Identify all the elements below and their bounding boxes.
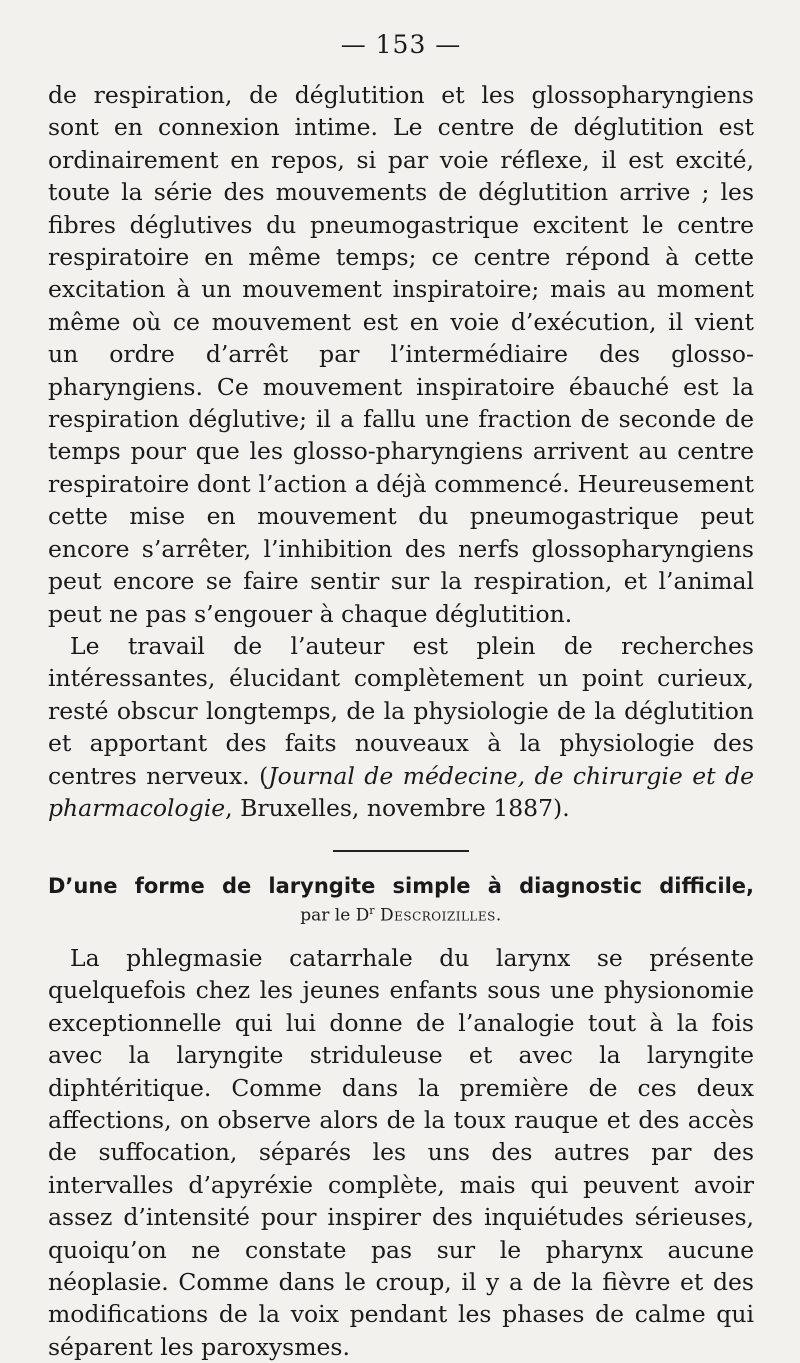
paragraph-laryngite: La phlegmasie catarrhale du larynx se présente quelquefois chez les jeunes enfants sous une physionomie exceptionnelle qui lui donne de l’analogie tout à la fois avec la laryngite striduleuse et avec la laryngite diphtéritique. Comme dans la première de ces deux affections, on observe alors de la toux rauque et des accès de suffocation, séparés les uns des autres par des intervalles d’apyréxie complète, mais qui peuvent avoir assez d’intensité pour inspirer des inquiétudes sérieuses, quoiqu’on ne constate pas sur le pharynx aucune néoplasie. Comme dans le croup, il y a de la fièvre et des modifications de la voix pendant les phases de calme qui séparent les paroxysmes. xyxy=(48,944,754,1361)
journal-title: Journal de médecine, de chirurgie et de pharmacologie xyxy=(48,761,754,822)
section-divider xyxy=(333,850,469,852)
page-number: — 153 — xyxy=(340,30,462,59)
paragraph-respiration: de respiration, de déglutition et les glossopharyngiens sont en connexion intime. Le centre de déglutition est ordinairement en repos, si par voie réflexe, il est excité, toute la série des mouvements de déglutition arrive ; les fibres déglutives du pneumogastrique excitent le centre respiratoire en même temps; ce centre répond à cette excitation à un mouvement inspiratoire; mais au moment même où ce mouvement est en voie d’exécution, il vient un ordre d’arrêt par l’intermédiaire des glosso-pharyngiens. Ce mouvement inspiratoire ébauché est la respiration déglutive; il a fallu une fraction de seconde de temps pour que les glosso-pharyngiens arrivent au centre respiratoire dont l’action a déjà commencé. Heureusement cette mise en mouvement du pneumogastrique peut encore s’arrêter, l’inhibition des nerfs glossopharyngiens peut encore se faire sentir sur la respiration, et l’animal peut ne pas s’engouer à chaque déglutition. xyxy=(48,81,754,628)
paragraph-review xyxy=(48,630,754,824)
review-citation: , Bruxelles, novembre 1887). xyxy=(225,793,570,822)
byline-sup: r xyxy=(369,904,375,918)
review-text: Le travail de l’auteur est plein de recherches intéressantes, élucidant complètement un point curieux, resté obscur longtemps, de la physiologie de la déglutition et apportant des faits nouveaux à la physiologie des centres nerveux. ( xyxy=(48,631,754,790)
byline-prefix: par le D xyxy=(300,906,370,926)
byline-author: Descroizilles. xyxy=(379,906,502,926)
article-byline xyxy=(48,904,754,926)
article-title: D’une forme de laryngite simple à diagnostic difficile, xyxy=(48,874,754,899)
